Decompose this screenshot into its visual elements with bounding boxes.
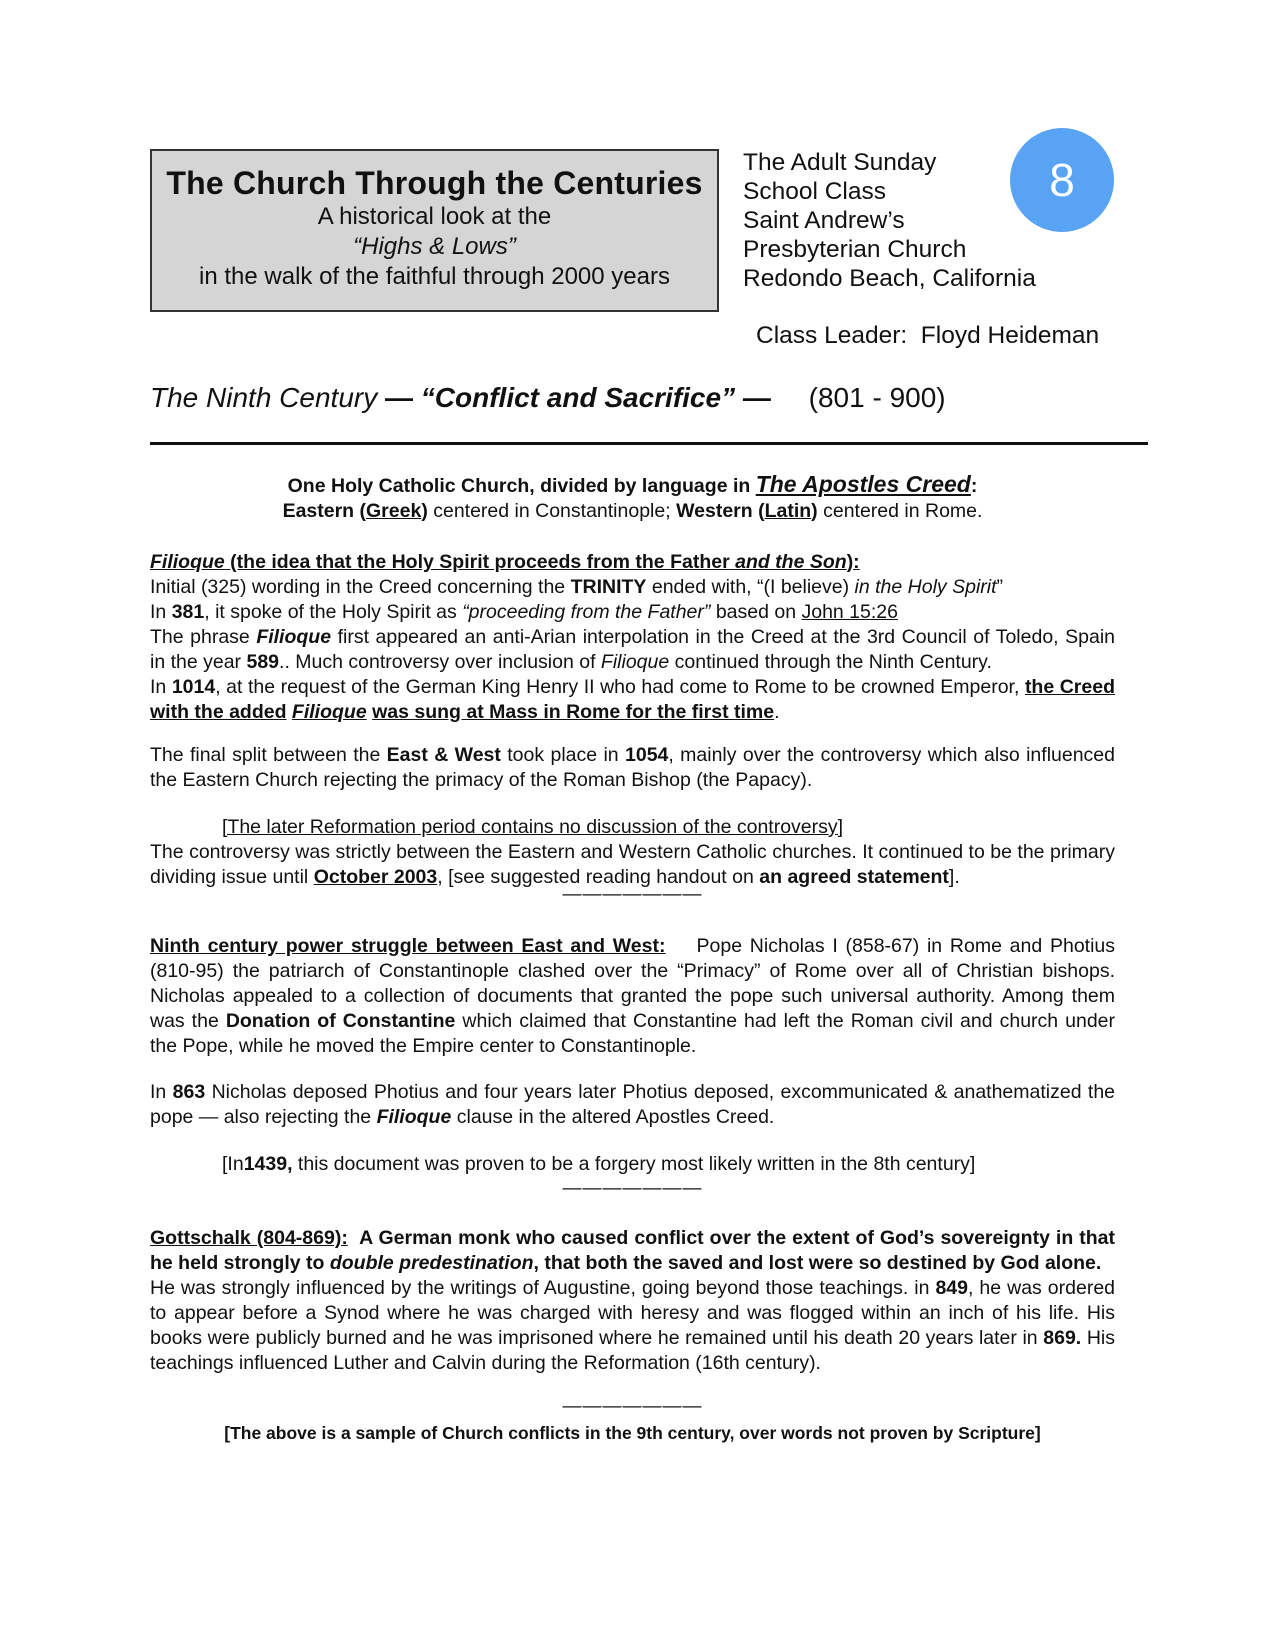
year-range: (801 - 900) bbox=[808, 382, 946, 413]
reformation-section bbox=[150, 815, 1115, 890]
year: 849 bbox=[935, 1277, 968, 1299]
power-struggle-section bbox=[150, 934, 1115, 1059]
text: Initial (325) wording in the Creed concerning the bbox=[150, 576, 566, 598]
east-west: East & West bbox=[386, 744, 501, 766]
filioque-line-3 bbox=[150, 625, 1115, 675]
latin-label: Latin bbox=[764, 500, 812, 522]
text: ended with, “(I believe) bbox=[651, 576, 850, 598]
text: based on bbox=[715, 601, 797, 623]
section-divider: ——————— bbox=[562, 884, 703, 905]
filioque-heading bbox=[150, 550, 1115, 575]
filioque-term: Filioque bbox=[376, 1106, 452, 1128]
subtitle-line-2: “Highs & Lows” bbox=[353, 233, 516, 260]
text: [In bbox=[222, 1153, 244, 1175]
split-paragraph bbox=[150, 743, 1115, 793]
text: Nicholas deposed Photius and four years later Photius deposed, excommunicated & anathematized the pope — also rejecting the bbox=[150, 1081, 1116, 1128]
filioque-term: Filioque bbox=[291, 701, 367, 723]
text: clause in the altered Apostles Creed. bbox=[456, 1106, 775, 1128]
filioque-line-4 bbox=[150, 675, 1115, 725]
organization-block bbox=[743, 148, 1036, 293]
horizontal-rule bbox=[150, 442, 1148, 445]
year: 1054 bbox=[625, 744, 669, 766]
filioque-term: Filioque bbox=[256, 626, 332, 648]
text-em: in the Holy Spirit bbox=[854, 576, 997, 598]
filioque-term: Filioque bbox=[600, 651, 670, 673]
intro-colon: : bbox=[970, 475, 978, 497]
quote: “proceeding from the Father” bbox=[462, 601, 711, 623]
org-line: Saint Andrew’s bbox=[743, 207, 905, 234]
org-line: The Adult Sunday bbox=[743, 149, 937, 176]
year: 863 bbox=[172, 1081, 206, 1103]
filioque-head-text: (the idea that the Holy Spirit proceeds from the Father bbox=[230, 551, 730, 573]
heading-dash: — bbox=[742, 382, 771, 413]
text-emphasis: was sung at Mass in Rome for the first time bbox=[372, 701, 775, 723]
apostles-creed-link: The Apostles Creed bbox=[755, 471, 971, 497]
reformation-note: [The later Reformation period contains no discussion of the controversy] bbox=[222, 816, 844, 838]
text: The phrase bbox=[150, 626, 250, 648]
text: He was strongly influenced by the writings of Augustine, going beyond those teachings. in bbox=[150, 1277, 930, 1299]
text: took place in bbox=[507, 744, 619, 766]
power-heading: Ninth century power struggle between East and West: bbox=[150, 935, 666, 957]
org-line: Presbyterian Church bbox=[743, 236, 967, 263]
date: October 2003 bbox=[313, 866, 438, 888]
paren: ) bbox=[421, 500, 428, 522]
eastern-label: Eastern ( bbox=[282, 500, 367, 522]
double-predestination: double predestination bbox=[329, 1252, 534, 1274]
heading-dash: — bbox=[385, 382, 413, 413]
text-emphasis: the Creed with the added bbox=[150, 676, 1115, 723]
text: , at the request of the German King Henry II who had come to Rome to be crowned Emperor, bbox=[215, 676, 1020, 698]
text: , [see suggested reading handout on bbox=[437, 866, 754, 888]
text: , it spoke of the Holy Spirit as bbox=[204, 601, 457, 623]
century-theme: “Conflict and Sacrifice” bbox=[420, 382, 736, 413]
leader-name: Floyd Heideman bbox=[920, 322, 1100, 349]
lesson-number-badge: 8 bbox=[1010, 128, 1114, 232]
filioque-term: Filioque bbox=[150, 551, 225, 573]
text: A German monk who caused conflict over the extent of God’s sovereignty in that he held strongly to bbox=[150, 1227, 1115, 1274]
text: , he was ordered to appear before a Synod where he was charged with heresy and was flogged within an inch of his life. His books were publicly burned and he was imprisoned where he remained until his death 20 years later in bbox=[150, 1277, 1116, 1349]
text: In bbox=[150, 1081, 167, 1103]
paren: ) bbox=[811, 500, 818, 522]
text: The controversy was strictly between the Eastern and Western Catholic churches. It continued to be the primary dividing issue until bbox=[150, 841, 1115, 888]
year: 869. bbox=[1043, 1327, 1082, 1349]
leader-label: Class Leader: bbox=[756, 322, 908, 349]
text: . bbox=[774, 701, 780, 723]
photius-paragraph bbox=[150, 1080, 1115, 1130]
text: ” bbox=[996, 576, 1004, 598]
trinity-term: TRINITY bbox=[570, 576, 647, 598]
century-label: The Ninth Century bbox=[150, 382, 378, 413]
text: which claimed that Constantine had left the Roman civil and church under the Pope, while he moved the Empire center to Constantinople. bbox=[150, 1010, 1116, 1057]
text: The final split between the bbox=[150, 744, 381, 766]
text: His teachings influenced Luther and Calvin during the Reformation (16th century). bbox=[150, 1327, 1115, 1374]
section-divider: ——————— bbox=[562, 1396, 703, 1417]
reformation-text bbox=[150, 840, 1115, 890]
filioque-line-1 bbox=[150, 575, 1115, 600]
gottschalk-section bbox=[150, 1226, 1115, 1376]
title-box bbox=[150, 149, 719, 312]
text: Pope Nicholas I (858-67) in Rome and Photius (810-95) the patriarch of Constantinople clashed over the “Primacy” of Rome over all of Christian bishops. Nicholas appealed to a collection of documents that granted the pope such universal authority. Among them was the bbox=[150, 935, 1116, 1032]
eastern-text: centered in Constantinople; bbox=[433, 500, 671, 522]
greek-label: Greek bbox=[366, 500, 422, 522]
footer-note: [The above is a sample of Church conflicts in the 9th century, over words not proven by Scripture] bbox=[224, 1423, 1041, 1443]
text: ]. bbox=[948, 866, 960, 888]
subtitle-line-1: A historical look at the bbox=[317, 203, 552, 230]
western-text: centered in Rome. bbox=[823, 500, 983, 522]
text: continued through the Ninth Century. bbox=[674, 651, 992, 673]
text: .. Much controversy over inclusion of bbox=[279, 651, 596, 673]
intro-paragraph bbox=[150, 472, 1115, 524]
forgery-note bbox=[150, 1152, 1115, 1177]
org-line: Redondo Beach, California bbox=[743, 265, 1036, 292]
text: In bbox=[150, 601, 167, 623]
filioque-head-em: and the Son bbox=[735, 551, 847, 573]
filioque-section bbox=[150, 550, 1115, 725]
western-label: Western ( bbox=[676, 500, 765, 522]
document-title: The Church Through the Centuries bbox=[166, 165, 703, 201]
year: 1439, bbox=[243, 1153, 293, 1175]
text: this document was proven to be a forgery most likely written in the 8th century] bbox=[297, 1153, 976, 1175]
filioque-line-2 bbox=[150, 600, 1115, 625]
agreed-statement: an agreed statement bbox=[759, 866, 949, 888]
section-heading bbox=[150, 382, 946, 414]
gottschalk-name: Gottschalk (804-869): bbox=[150, 1227, 348, 1249]
subtitle-line-3: in the walk of the faithful through 2000 years bbox=[199, 263, 670, 290]
year: 1014 bbox=[171, 676, 216, 698]
text: In bbox=[150, 676, 167, 698]
text: , that both the saved and lost were so destined by God alone. bbox=[533, 1252, 1102, 1274]
intro-text: One Holy Catholic Church, divided by language in bbox=[287, 475, 751, 497]
text: , mainly over the controversy which also influenced the Eastern Church rejecting the primacy of the Roman Bishop (the Papacy). bbox=[150, 744, 1115, 791]
class-leader bbox=[756, 322, 1099, 350]
text: first appeared an anti-Arian interpolation in the Creed at the 3rd Council of Toledo, Spain in the year bbox=[150, 626, 1115, 673]
donation-of-constantine: Donation of Constantine bbox=[225, 1010, 456, 1032]
section-divider: ——————— bbox=[562, 1178, 703, 1199]
filioque-head-end: ): bbox=[846, 551, 860, 573]
org-line: School Class bbox=[743, 178, 886, 205]
scripture-reference: John 15:26 bbox=[801, 601, 898, 623]
year: 381 bbox=[171, 601, 205, 623]
year: 589 bbox=[246, 651, 280, 673]
